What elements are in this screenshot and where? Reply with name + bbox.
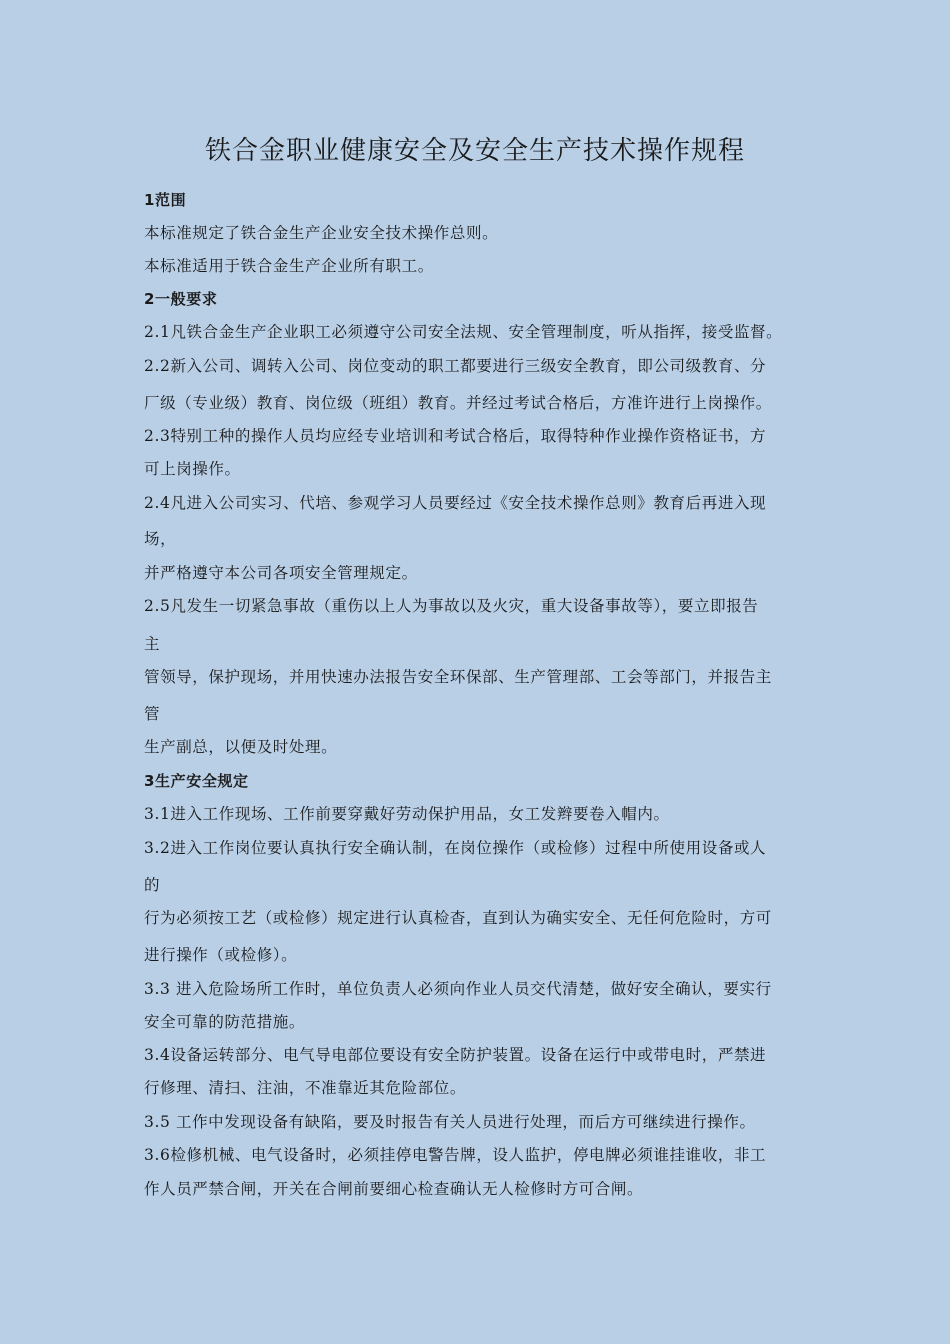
paragraph-line: 3.3 进入危险场所工作时，单位负责人必须向作业人员交代清楚，做好安全确认，要实行	[144, 980, 772, 998]
paragraph-line: 3.5 工作中发现设备有缺陷，要及时报告有关人员进行处理，而后方可继续进行操作。	[144, 1113, 756, 1131]
section-heading-2: 2一般要求	[144, 290, 218, 308]
paragraph-line: 生产副总，以便及时处理。	[144, 738, 338, 756]
paragraph-line: 进行操作（或检修）。	[144, 946, 298, 964]
paragraph-line: 可上岗操作。	[144, 460, 241, 478]
paragraph-line: 场，	[144, 530, 177, 548]
paragraph-line: 厂级（专业级）教育、岗位级（班组）教育。并经过考试合格后，方准许进行上岗操作。	[144, 394, 772, 412]
paragraph-line: 3.4设备运转部分、电气导电部位要设有安全防护装置。设备在运行中或带电时，严禁进	[144, 1046, 767, 1064]
paragraph-line: 行修理、清扫、注油，不准靠近其危险部位。	[144, 1079, 467, 1097]
paragraph-line: 并严格遵守本公司各项安全管理规定。	[144, 564, 418, 582]
paragraph-line: 本标准适用于铁合金生产企业所有职工。	[144, 257, 434, 275]
paragraph-line: 管领导，保护现场，并用快速办法报告安全环保部、生产管理部、工会等部门，并报告主	[144, 668, 772, 686]
paragraph-line: 2.4凡进入公司实习、代培、参观学习人员要经过《安全技术操作总则》教育后再进入现	[144, 494, 767, 512]
paragraph-line: 作人员严禁合闸，开关在合闸前要细心检查确认无人检修时方可合闸。	[144, 1180, 644, 1198]
paragraph-line: 3.1进入工作现场、工作前要穿戴好劳动保护用品，女工发辫要卷入帽内。	[144, 805, 670, 823]
paragraph-line: 3.2进入工作岗位要认真执行安全确认制，在岗位操作（或检修）过程中所使用设备或人	[144, 839, 767, 857]
paragraph-line: 的	[144, 876, 161, 894]
paragraph-line: 管	[144, 705, 161, 723]
paragraph-line: 安全可靠的防范措施。	[144, 1013, 306, 1031]
paragraph-line: 2.3特别工种的操作人员均应经专业培训和考试合格后，取得特种作业操作资格证书，方	[144, 427, 767, 445]
paragraph-line: 主	[144, 635, 161, 653]
paragraph-line: 本标准规定了铁合金生产企业安全技术操作总则。	[144, 224, 499, 242]
paragraph-line: 2.1凡铁合金生产企业职工必须遵守公司安全法规、安全管理制度，听从指挥，接受监督。	[144, 323, 783, 341]
section-heading-1: 1范围	[144, 191, 187, 209]
section-heading-3: 3生产安全规定	[144, 772, 249, 790]
paragraph-line: 2.5凡发生一切紧急事故（重伤以上人为事故以及火灾，重大设备事故等），要立即报告	[144, 597, 759, 615]
paragraph-line: 3.6检修机械、电气设备时，必须挂停电警告牌，设人监护，停电牌必须谁挂谁收，非工	[144, 1146, 767, 1164]
paragraph-line: 2.2新入公司、调转入公司、岗位变动的职工都要进行三级安全教育，即公司级教育、分	[144, 357, 767, 375]
paragraph-line: 行为必须按工艺（或检修）规定进行认真检杳，直到认为确实安全、无任何危险时，方可	[144, 909, 772, 927]
document-title: 铁合金职业健康安全及安全生产技术操作规程	[204, 136, 745, 166]
